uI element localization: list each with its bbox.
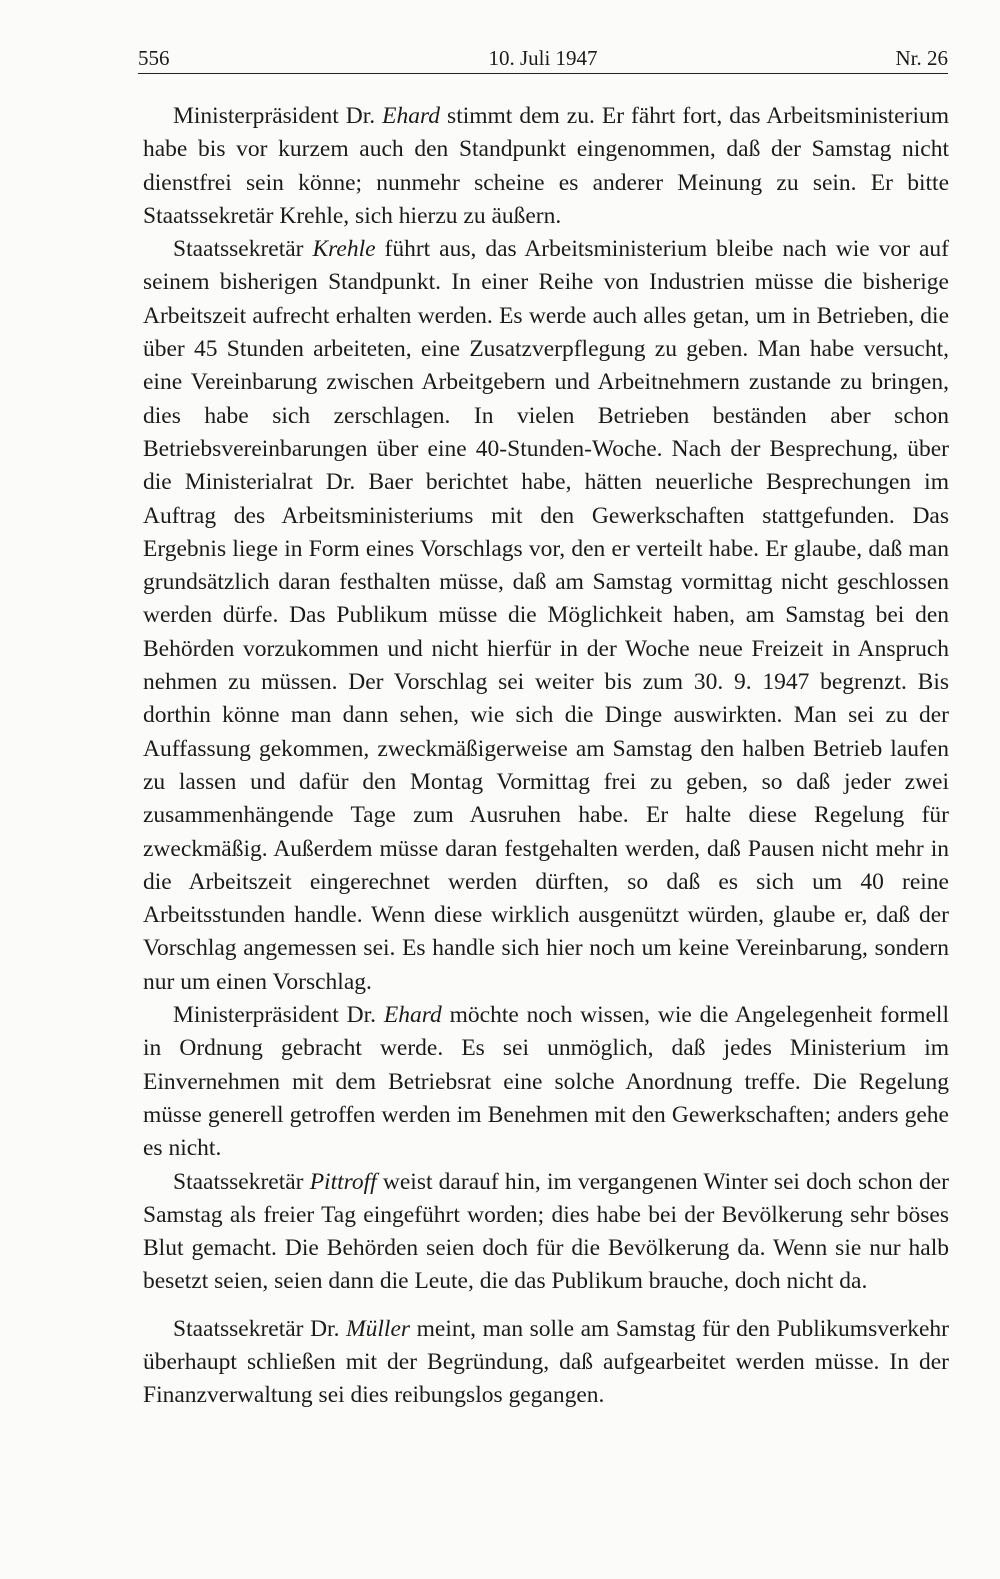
page-number: 556	[138, 46, 170, 70]
speaker-name: Pittroff	[309, 1168, 377, 1195]
speaker-name: Ehard	[382, 103, 441, 129]
header-date: 10. Juli 1947	[488, 46, 598, 70]
paragraph-text: möchte noch wissen, wie die Angelegenheit formell in Ordnung gebracht werde. Es sei unmöglich, daß jedes Ministerium im Einvernehmen mit dem Betriebsrat eine solche Anordnung treffe. Die Regelung müsse generell getroffen werden im Benehmen mit den Gewerkschaften; anders gehe es nicht.	[143, 1002, 949, 1162]
paragraph	[143, 1166, 949, 1299]
speaker-name: Ehard	[383, 1002, 442, 1029]
paragraph	[143, 999, 949, 1165]
body-text	[143, 100, 949, 1413]
paragraph-lead: Ministerpräsident Dr.	[173, 103, 383, 129]
paragraph-lead: Staatssekretär	[173, 1168, 310, 1195]
paragraph-text: führt aus, das Arbeitsministerium bleibe nach wie vor auf seinem bisherigen Standpunkt. In einer Reihe von Industrien müsse die bisherige Arbeitszeit aufrecht erhalten werden. Es werde auch alles getan, um in Betrieben, die über 45 Stunden arbeiteten, eine Zusatzverpflegung zu geben. Man habe versucht, eine Vereinbarung zwischen Arbeitgebern und Arbeitnehmern zustande zu bringen, dies habe sich zerschlagen. In vielen Betrieben beständen aber schon Betriebsvereinbarungen über eine 40-Stunden-Woche. Nach der Besprechung, über die Ministerialrat Dr. Baer berichtet habe, hätten neuerliche Besprechungen im Auftrag des Arbeitsministeriums mit den Gewerkschaften stattgefunden. Das Ergebnis liege in Form eines Vorschlags vor, den er verteilt habe. Er glaube, daß man grundsätzlich daran festhalten müsse, daß am Samstag vormittag nicht geschlossen werden dürfe. Das Publikum müsse die Möglichkeit haben, am Samstag bei den Behörden vorzukommen und nicht hierfür in der Woche neue Freizeit in Anspruch nehmen zu müssen. Der Vorschlag sei weiter bis zum 30. 9. 1947 begrenzt. Bis dorthin könne man dann sehen, wie sich die Dinge auswirkten. Man sei zu der Auffassung gekommen, zweckmäßigerweise am Samstag den halben Betrieb laufen zu lassen und dafür den Montag Vormittag frei zu geben, so daß jeder zwei zusammenhängende Tage zum Ausruhen habe. Er halte diese Regelung für zweckmäßig. Außerdem müsse daran festgehalten werden, daß Pausen nicht mehr in die Arbeitszeit eingerechnet werden dürften, so daß es sich um 40 reine Arbeitsstunden handle. Wenn diese wirklich ausgenützt würden, glaube er, daß der Vorschlag angemessen sei. Es handle sich hier noch um keine Vereinbarung, sondern nur um einen Vorschlag.	[143, 236, 949, 995]
paragraph-text: meint, man solle am Samstag für den Publikumsverkehr überhaupt schließen mit der Begründung, daß aufgearbeitet werden müsse. In der Finanzverwaltung sei dies reibungslos gegangen.	[143, 1315, 949, 1409]
speaker-name: Müller	[346, 1315, 411, 1342]
paragraph-lead: Staatssekretär	[173, 236, 313, 263]
paragraph	[143, 100, 949, 233]
running-header	[138, 44, 948, 74]
paragraph	[143, 1313, 949, 1413]
speaker-name: Krehle	[312, 236, 376, 263]
issue-number: Nr. 26	[895, 46, 948, 70]
header-rule	[138, 73, 948, 74]
paragraph-lead: Ministerpräsident Dr.	[173, 1002, 384, 1029]
paragraph-lead: Staatssekretär Dr.	[173, 1315, 347, 1342]
paragraph-text: stimmt dem zu. Er fährt fort, das Arbeitsministerium habe bis vor kurzem auch den Standpunkt eingenommen, daß der Samstag nicht dienstfrei sein könne; nunmehr scheine es anderer Meinung zu sein. Er bitte Staatssekretär Krehle, sich hierzu zu äußern.	[143, 103, 949, 229]
paragraph-text: weist darauf hin, im vergangenen Winter sei doch schon der Samstag als freier Tag eingeführt worden; dies habe bei der Bevölkerung sehr böses Blut gemacht. Die Behörden seien doch für die Bevölkerung da. Wenn sie nur halb besetzt seien, seien dann die Leute, die das Publikum brauche, doch nicht da.	[143, 1168, 949, 1295]
paragraph	[143, 233, 949, 999]
